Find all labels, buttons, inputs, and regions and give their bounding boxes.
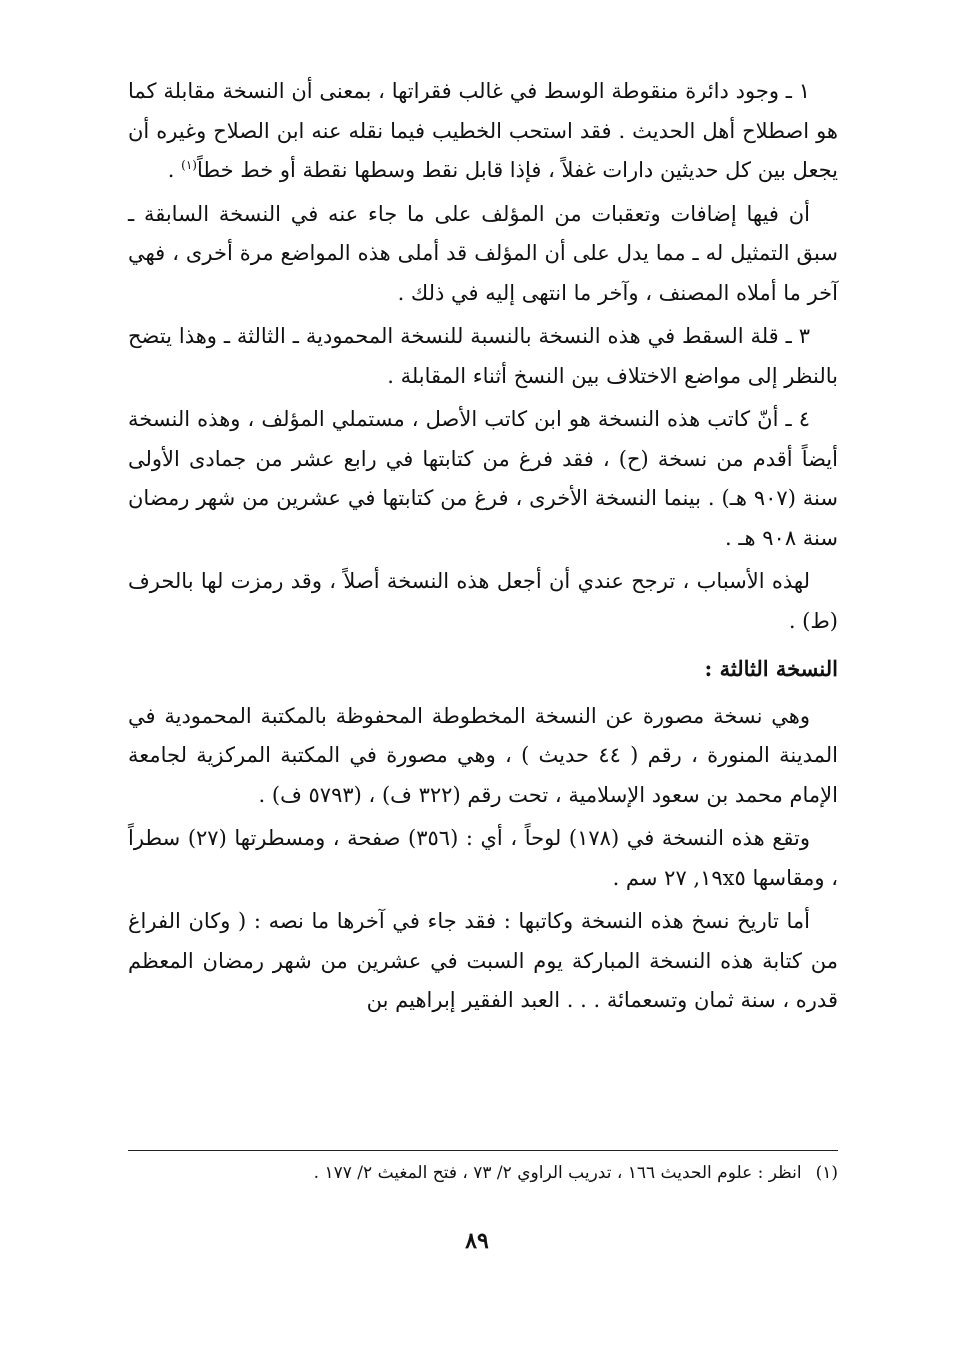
paragraph-point-1 — [128, 72, 838, 191]
page-number: ٨٩ — [465, 1228, 489, 1254]
paragraph-point-3: ٣ ـ قلة السقط في هذه النسخة بالنسبة للنسخة المحمودية ـ الثالثة ـ وهذا يتضح بالنظر إلى مواضع الاختلاف بين النسخ أثناء المقابلة . — [128, 324, 838, 388]
section-heading: النسخة الثالثة : — [704, 656, 838, 681]
footnote-reference: (١) — [181, 158, 197, 172]
footnote — [128, 1158, 838, 1188]
paragraph-point-4: ٤ ـ أنّ كاتب هذه النسخة هو ابن كاتب الأصل ، مستملي المؤلف ، وهذه النسخة أيضاً أقدم من نسخة (ح) ، فقد فرغ من كتابتها في رابع عشر من جمادى الأولى سنة (٩٠٧ هـ) . بينما النسخة الأخرى ، فرغ من كتابتها في عشرين من شهر رمضان سنة ٩٠٨ هـ . — [128, 407, 838, 550]
paragraph-manuscript-date: أما تاريخ نسخ هذه النسخة وكاتبها : فقد جاء في آخرها ما نصه : ( وكان الفراغ من كتابة هذه النسخة المباركة يوم السبت في عشرين من شهر رمضان المعظم قدره ، سنة ثمان وتسعمائة . . . العبد الفقير إبراهيم بن — [128, 909, 838, 1012]
main-text — [128, 72, 838, 1025]
paragraph-point-1-text: ١ ـ وجود دائرة منقوطة الوسط في غالب فقراتها ، بمعنى أن النسخة مقابلة كما هو اصطلاح أهل الحديث . فقد استحب الخطيب فيما نقله عنه ابن الصلاح وغيره أن يجعل بين كل حديثين دارات غفلاً ، فإذا قابل نقط وسطها نقطة أو خط خطاً — [128, 79, 838, 182]
paragraph-manuscript-description: وهي نسخة مصورة عن النسخة المخطوطة المحفوظة بالمكتبة المحمودية في المدينة المنورة ، رقم ( ٤٤ حديث ) ، وهي مصورة في المكتبة المركزية لجامعة الإمام محمد بن سعود الإسلامية ، تحت رقم (٣٢٢ ف) ، (٥٧٩٣ ف) . — [128, 703, 838, 807]
footnote-text: انظر : علوم الحديث ١٦٦ ، تدريب الراوي ٢/ ٧٣ ، فتح المغيث ٢/ ١٧٧ . — [313, 1163, 802, 1183]
paragraph-conclusion: لهذه الأسباب ، ترجح عندي أن أجعل هذه النسخة أصلاً ، وقد رمزت لها بالحرف (ط) . — [128, 569, 838, 633]
paragraph-manuscript-size: وتقع هذه النسخة في (١٧٨) لوحاً ، أي : (٣٥٦) صفحة ، ومسطرتها (٢٧) سطراً ، ومقاسها ١٩x٥, ٢٧ سم . — [128, 826, 838, 890]
paragraph-point-1-end: . — [167, 158, 182, 182]
footnote-divider — [128, 1150, 838, 1151]
footnote-number: (١) — [815, 1163, 838, 1183]
paragraph-point-2: أن فيها إضافات وتعقبات من المؤلف على ما جاء عنه في النسخة السابقة ـ سبق التمثيل له ـ مما يدل على أن المؤلف قد أملى هذه المواضع مرة أخرى ، فهي آخر ما أملاه المصنف ، وآخر ما انتهى إليه في ذلك . — [128, 201, 838, 305]
